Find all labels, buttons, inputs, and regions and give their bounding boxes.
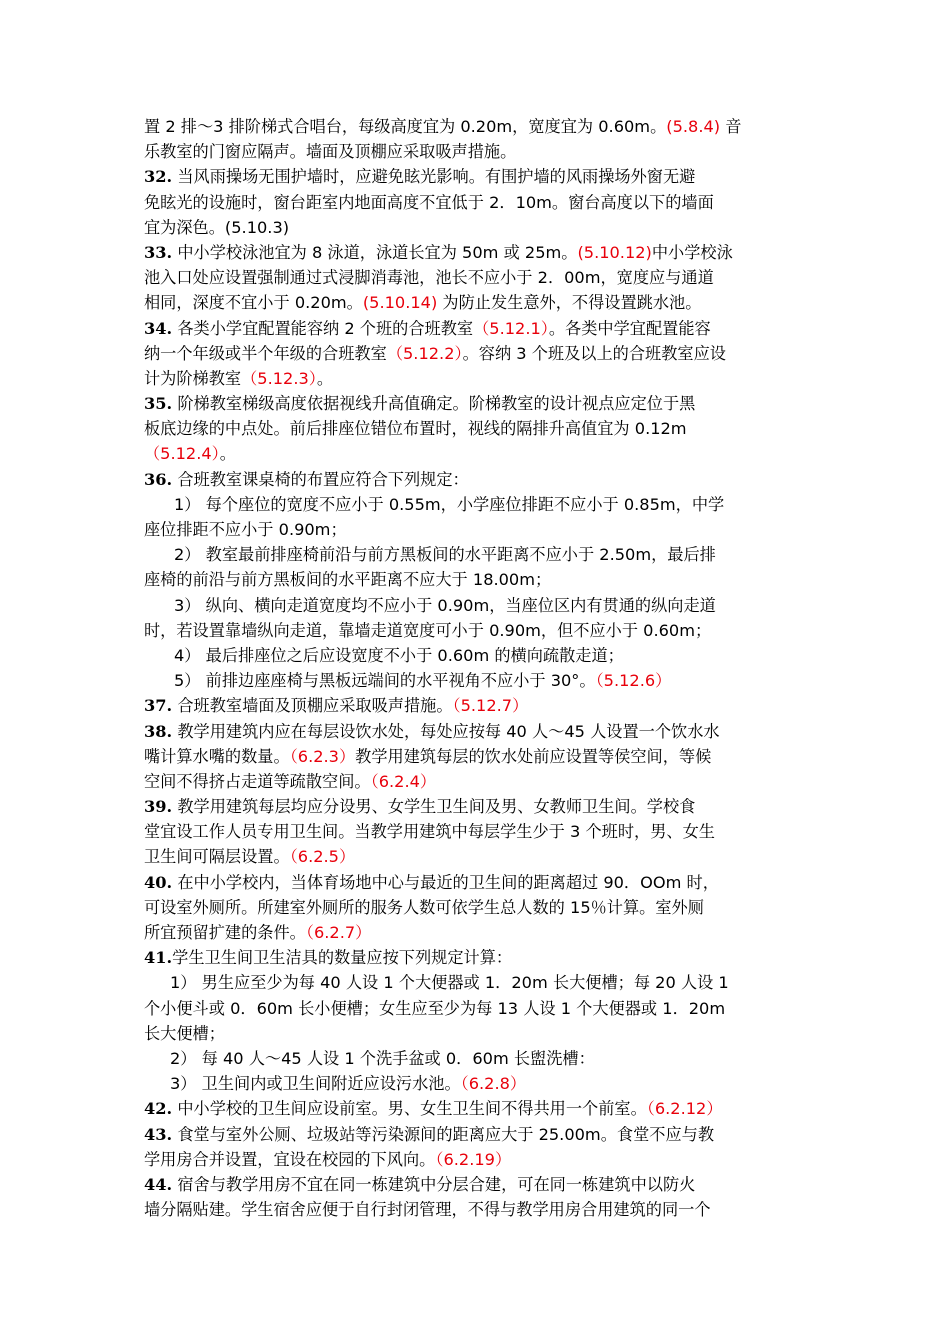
text-line — [144, 895, 808, 920]
text-line — [144, 618, 808, 643]
text-line — [144, 240, 808, 265]
text-segment: 。 — [219, 444, 236, 464]
text-segment: 可设室外厕所。所建室外厕所的服务人数可依学生总人数的 15％计算。室外厕 — [144, 897, 704, 917]
text-line — [144, 139, 808, 164]
text-segment: 纳一个年级或半个年级的合班教室 — [144, 343, 387, 363]
text-line — [144, 215, 808, 240]
text-line — [144, 668, 808, 693]
clause-number: 40. — [144, 872, 173, 892]
clause-reference: （6.2.8） — [460, 1074, 527, 1094]
clause-reference: （6.2.3） — [289, 746, 356, 766]
text-segment: 当风雨操场无围护墙时，应避免眩光影响。有围护墙的风雨操场外窗无避 — [172, 167, 696, 187]
text-line — [144, 1172, 808, 1197]
text-segment: 1） 每个座位的宽度不应小于 0.55m，小学座位排距不应小于 0.85m，中学 — [174, 494, 725, 514]
text-line — [144, 416, 808, 441]
text-segment: 5） 前排边座座椅与黑板远端间的水平视角不应小于 30°。 — [174, 671, 596, 691]
text-segment: 空间不得挤占走道等疏散空间。 — [144, 771, 371, 791]
text-segment: 学用房合并设置，宜设在校园的下风向。 — [144, 1149, 436, 1169]
text-segment: 乐教室的门窗应隔声。墙面及顶棚应采取吸声措施。 — [144, 142, 517, 162]
clause-number: 37. — [144, 696, 173, 716]
text-segment: 。 — [316, 368, 334, 388]
text-segment: 所宜预留扩建的条件。 — [144, 923, 306, 942]
text-line — [144, 945, 808, 970]
clause-reference: （5.12.7） — [452, 696, 529, 716]
text-line — [144, 794, 808, 819]
text-line — [144, 492, 808, 517]
text-segment: 置 2 排～3 排阶梯式合唱台，每级高度宜为 0.20m，宽度宜为 0.60m。 — [144, 117, 667, 136]
text-line — [144, 441, 808, 466]
text-segment: 池入口处应设置强制通过式浸脚消毒池，池长不应小于 2．00m，宽度应与通道 — [144, 268, 714, 288]
text-line — [144, 467, 808, 492]
text-segment: 4） 最后排座位之后应设宽度不小于 0.60m 的横向疏散走道； — [174, 645, 624, 665]
text-segment: 嘴计算水嘴的数量。 — [144, 746, 290, 766]
clause-reference: （5.12.3） — [241, 368, 317, 388]
text-segment: 1） 男生应至少为每 40 人设 1 个大便器或 1．20m 长大便槽；每 20 人设 1 — [170, 973, 729, 993]
text-line — [144, 643, 808, 668]
text-segment: 在中小学校内，当体育场地中心与最近的卫生间的距离超过 90．OOm 时， — [172, 872, 719, 892]
text-line — [144, 870, 808, 895]
text-segment: 长大便槽； — [144, 1023, 225, 1043]
clause-number: 38. — [144, 721, 173, 741]
clause-number: 36. — [144, 469, 173, 489]
text-segment: 3） 卫生间内或卫生间附近应设污水池。 — [170, 1074, 461, 1094]
text-line — [144, 190, 808, 215]
text-line — [144, 341, 808, 366]
clause-number: 33. — [144, 242, 173, 262]
text-segment: 各类小学宜配置能容纳 2 个班的合班教室 — [172, 318, 474, 338]
text-segment: 中小学校泳池宜为 8 泳道，泳道长宜为 50m 或 25m。 — [172, 242, 578, 262]
text-segment: 。各类中学宜配置能容 — [548, 318, 711, 338]
text-line — [144, 769, 808, 794]
text-line — [144, 1046, 808, 1071]
text-segment: 个小便斗或 0．60m 长小便槽；女生应至少为每 13 人设 1 个大便器或 1．20m — [144, 998, 726, 1018]
text-segment: 免眩光的设施时，窗台距室内地面高度不宜低于 2．10m。窗台高度以下的墙面 — [144, 192, 714, 212]
text-segment: 阶梯教室梯级高度依据视线升高值确定。阶梯教室的设计视点应定位于黑 — [172, 394, 696, 414]
text-segment: 座椅的前沿与前方黑板间的水平距离不应大于 18.00m； — [144, 570, 552, 590]
clause-number: 41. — [144, 948, 173, 968]
text-segment: 墙分隔贴建。学生宿舍应便于自行封闭管理，不得与教学用房合用建筑的同一个 — [144, 1200, 711, 1220]
clause-reference: （5.12.1） — [473, 318, 549, 338]
clause-reference: （6.2.19） — [435, 1149, 512, 1169]
document-body — [144, 114, 808, 1222]
text-line — [144, 1021, 808, 1046]
text-line — [144, 719, 808, 744]
clause-number: 43. — [144, 1124, 173, 1144]
text-segment: 中小学校泳 — [651, 242, 733, 262]
text-segment: 相同，深度不宜小于 0.20m。 — [144, 293, 363, 313]
clause-reference: （6.2.4） — [370, 771, 437, 791]
clause-reference: （5.12.6） — [595, 671, 672, 691]
clause-reference: (5.10.14) — [362, 293, 438, 313]
text-segment: 座位排距不应小于 0.90m； — [144, 520, 347, 539]
text-line — [144, 693, 808, 718]
text-segment: 2） 每 40 人～45 人设 1 个洗手盆或 0．60m 长盥洗槽： — [170, 1048, 595, 1068]
text-line — [144, 996, 808, 1021]
text-line — [144, 265, 808, 290]
text-line — [144, 593, 808, 618]
text-line — [144, 744, 808, 769]
clause-reference: (5.8.4) — [666, 117, 721, 136]
text-segment: 板底边缘的中点处。前后排座位错位布置时，视线的隔排升高值宜为 0.12m — [144, 419, 687, 439]
text-segment: 教学用建筑内应在每层设饮水处，每处应按每 40 人～45 人设置一个饮水水 — [172, 721, 720, 741]
text-segment: 2） 教室最前排座椅前沿与前方黑板间的水平距离不应小于 2.50m，最后排 — [174, 545, 716, 565]
clause-number: 32. — [144, 167, 173, 187]
text-segment: 时，若设置靠墙纵向走道，靠墙走道宽度可小于 0.90m，但不应小于 0.60m； — [144, 620, 712, 640]
text-line — [144, 1071, 808, 1096]
text-segment: 合班教室课桌椅的布置应符合下列规定： — [172, 469, 469, 489]
text-segment: 宿舍与教学用房不宜在同一栋建筑中分层合建，可在同一栋建筑中以防火 — [172, 1174, 696, 1194]
text-line — [144, 567, 808, 592]
text-line — [144, 366, 808, 391]
text-line — [144, 819, 808, 844]
text-line — [144, 1096, 808, 1121]
clause-reference: （6.2.12） — [646, 1099, 723, 1119]
text-segment: 为防止发生意外，不得设置跳水池。 — [437, 293, 702, 313]
clause-number: 34. — [144, 318, 173, 338]
clause-reference: （6.2.7） — [305, 923, 372, 942]
text-line — [144, 391, 808, 416]
text-line — [144, 844, 808, 869]
text-segment: 食堂与室外公厕、垃圾站等污染源间的距离应大于 25.00m。食堂不应与教 — [172, 1124, 715, 1144]
text-segment: 堂宜设工作人员专用卫生间。当教学用建筑中每层学生少于 3 个班时，男、女生 — [144, 822, 715, 842]
text-segment: 。容纳 3 个班及以上的合班教室应设 — [462, 343, 726, 363]
clause-reference: (5.10.12) — [577, 242, 652, 262]
text-line — [144, 1197, 808, 1222]
clause-number: 44. — [144, 1174, 173, 1194]
clause-reference: （6.2.5） — [289, 847, 356, 867]
text-line — [144, 970, 808, 995]
text-line — [144, 542, 808, 567]
text-line — [144, 290, 808, 315]
text-line — [144, 114, 808, 139]
text-segment: 3） 纵向、横向走道宽度均不应小于 0.90m，当座位区内有贯通的纵向走道 — [174, 595, 716, 615]
text-line — [144, 164, 808, 189]
text-line — [144, 517, 808, 542]
clause-reference: （5.12.4） — [144, 444, 220, 464]
text-segment: 音 — [720, 117, 742, 136]
clause-reference: （5.12.2） — [386, 343, 463, 363]
text-segment: 合班教室墙面及顶棚应采取吸声措施。 — [172, 696, 453, 716]
text-segment: 卫生间可隔层设置。 — [144, 847, 290, 867]
text-segment: 中小学校的卫生间应设前室。男、女生卫生间不得共用一个前室。 — [172, 1099, 647, 1119]
text-line — [144, 1147, 808, 1172]
text-line — [144, 920, 808, 945]
clause-number: 39. — [144, 797, 173, 817]
clause-number: 35. — [144, 394, 173, 414]
text-segment: 学生卫生间卫生洁具的数量应按下列规定计算： — [172, 948, 513, 968]
clause-number: 42. — [144, 1099, 173, 1119]
text-segment: 计为阶梯教室 — [144, 368, 242, 388]
text-segment: 宜为深色。(5.10.3) — [144, 217, 290, 237]
text-line — [144, 1122, 808, 1147]
text-segment: 教学用建筑每层的饮水处前应设置等侯空间，等候 — [355, 746, 712, 766]
text-line — [144, 316, 808, 341]
text-segment: 教学用建筑每层均应分设男、女学生卫生间及男、女教师卫生间。学校食 — [172, 797, 696, 817]
